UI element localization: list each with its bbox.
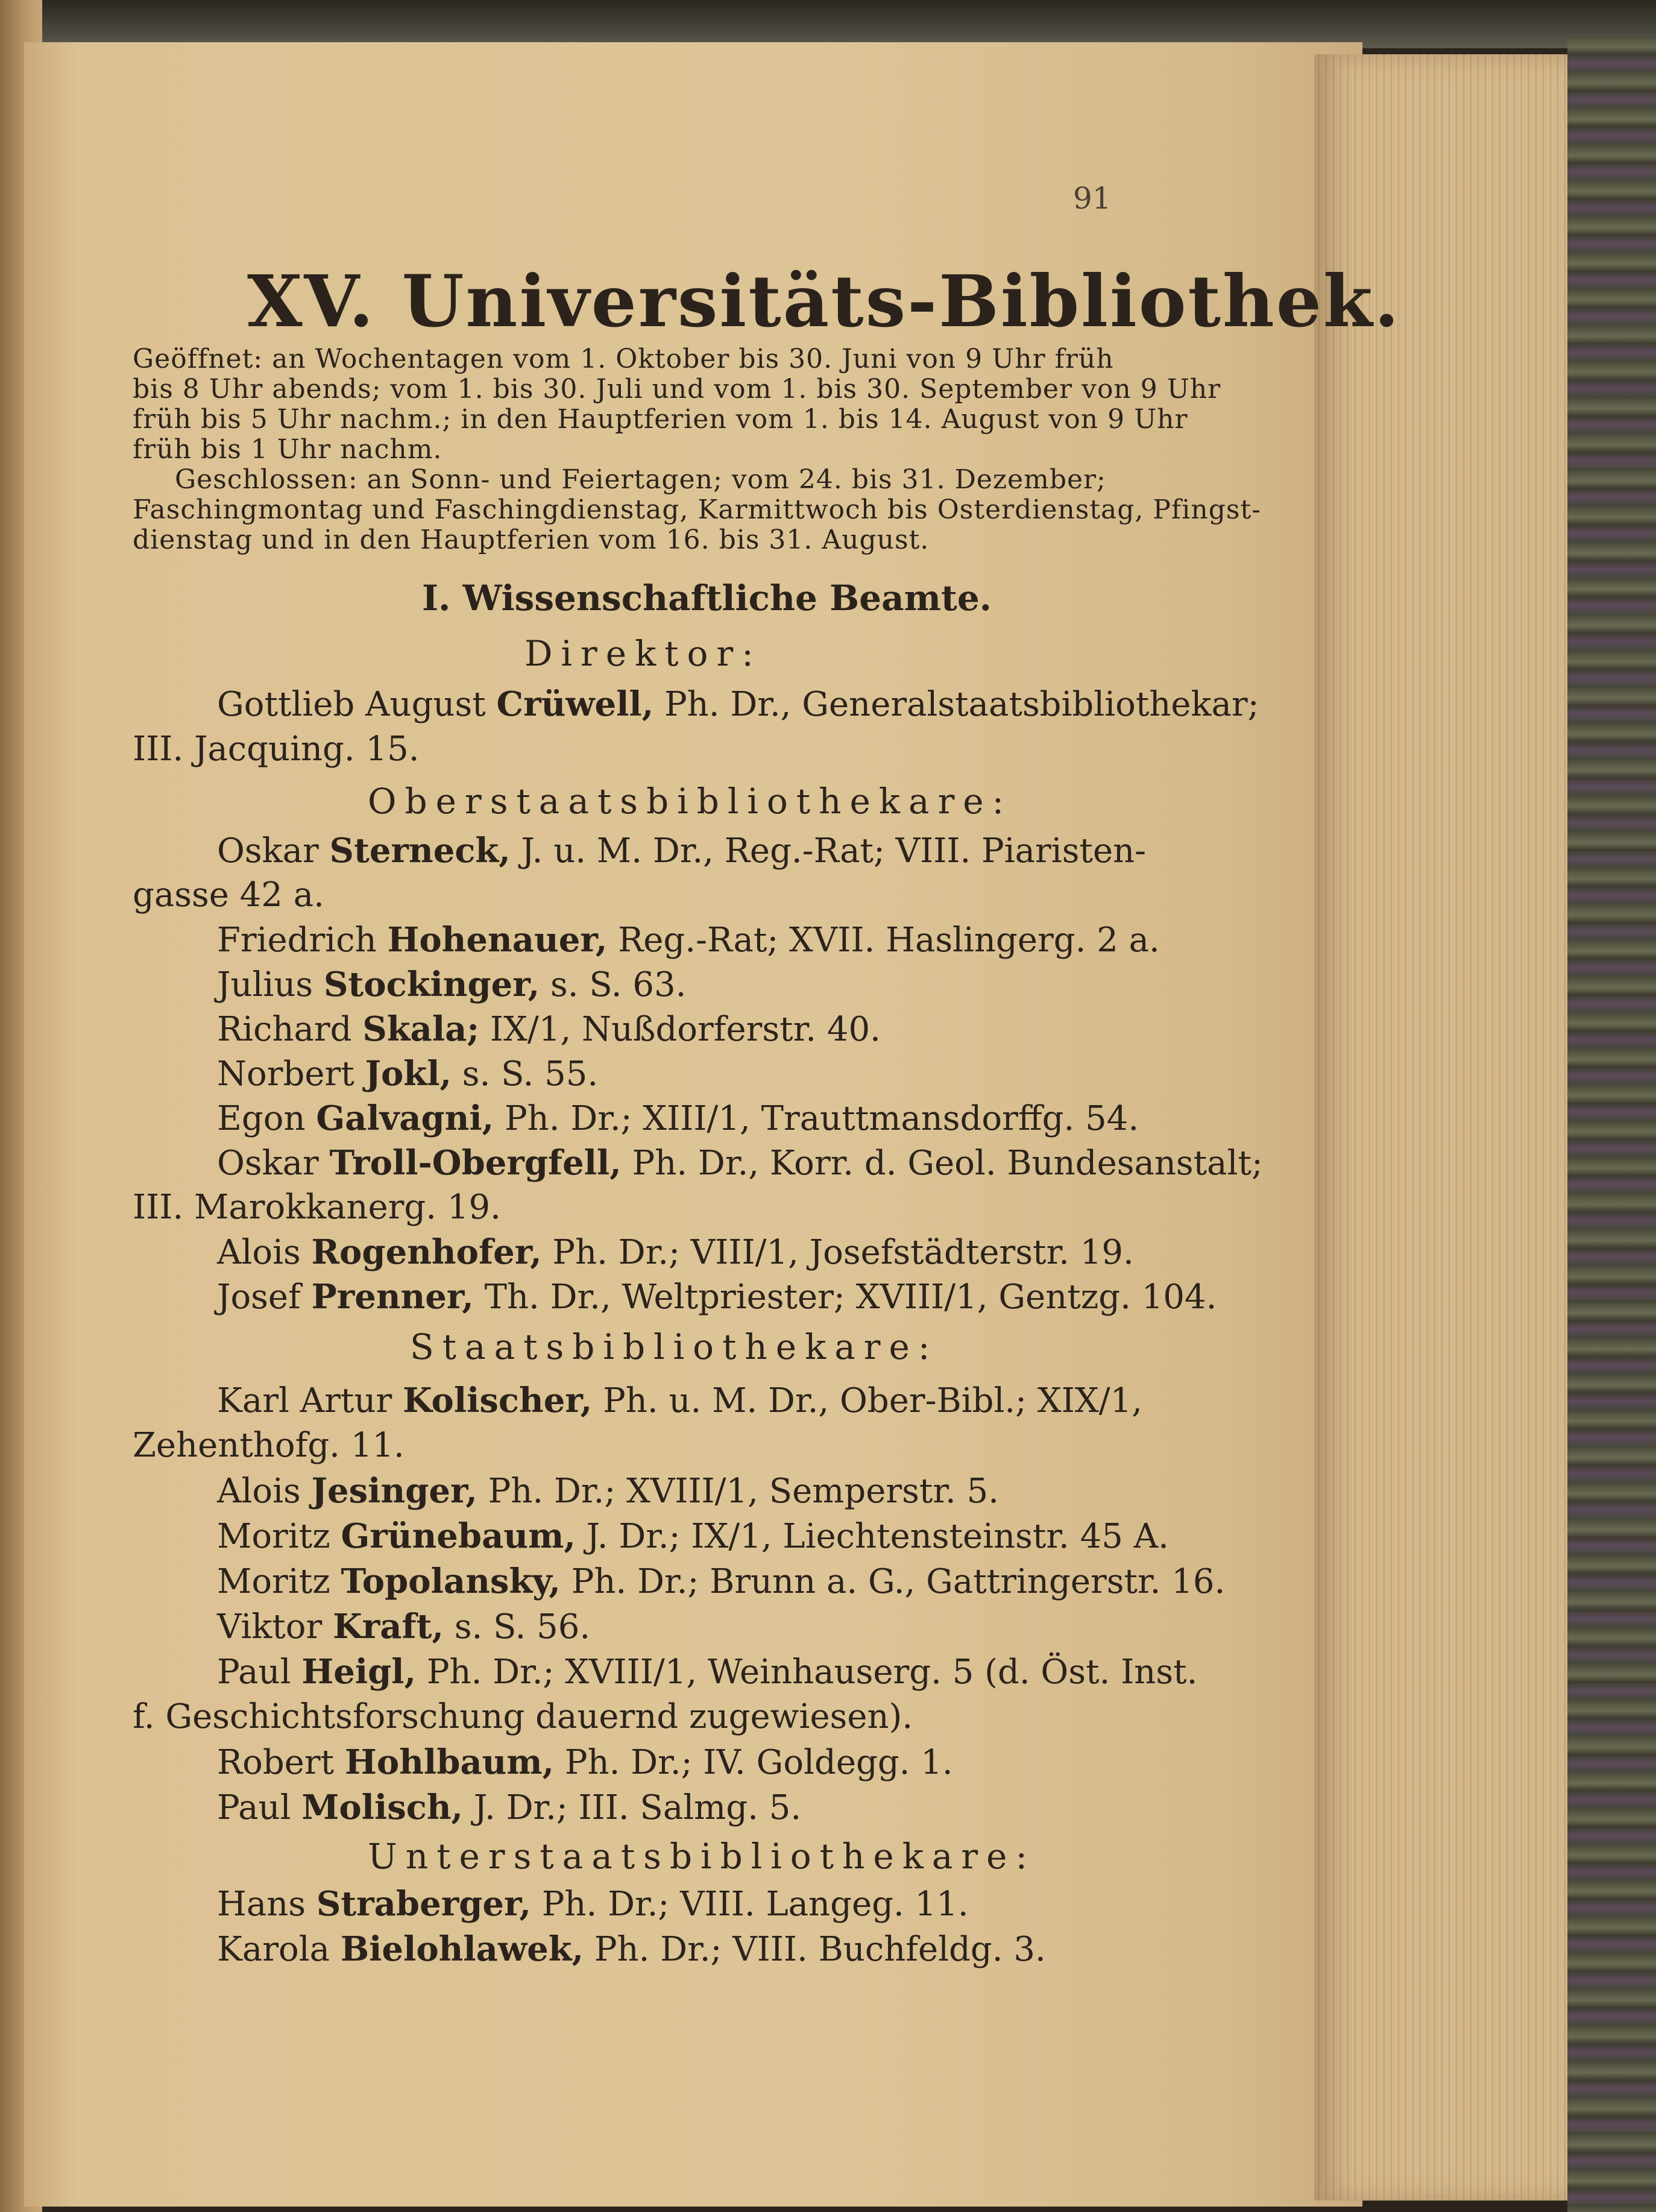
- entry-line: Moritz Grünebaum, J. Dr.; IX/1, Liechtensteinstr. 45 A.: [217, 1516, 1169, 1556]
- entry-line: Egon Galvagni, Ph. Dr.; XIII/1, Trauttmansdorffg. 54.: [217, 1098, 1139, 1138]
- entry-line: Julius Stockinger, s. S. 63.: [217, 965, 687, 1004]
- entry-line: Moritz Topolansky, Ph. Dr.; Brunn a. G., Gattringerstr. 16.: [217, 1561, 1226, 1601]
- entry-line: Oskar Troll-Obergfell, Ph. Dr., Korr. d. Geol. Bundesanstalt;: [217, 1143, 1263, 1183]
- page-title: XV. Universitäts-Bibliothek.: [247, 259, 1401, 343]
- entry-line: Paul Heigl, Ph. Dr.; XVIII/1, Weinhauserg. 5 (d. Öst. Inst.: [217, 1652, 1198, 1692]
- hours-line: Geöffnet: an Wochentagen vom 1. Oktober bis 30. Juni von 9 Uhr früh: [133, 344, 1114, 374]
- page-number: 91: [1073, 181, 1112, 216]
- entry-line: III. Marokkanerg. 19.: [133, 1188, 501, 1227]
- hours-line: früh bis 5 Uhr nachm.; in den Hauptferien vom 1. bis 14. August von 9 Uhr: [133, 404, 1188, 435]
- hours-line: früh bis 1 Uhr nachm.: [133, 434, 442, 465]
- entry-line: Paul Molisch, J. Dr.; III. Salmg. 5.: [217, 1788, 802, 1827]
- entry-line: Karola Bielohlawek, Ph. Dr.; VIII. Buchfeldg. 3.: [217, 1929, 1046, 1969]
- entry-line: Alois Jesinger, Ph. Dr.; XVIII/1, Semperstr. 5.: [217, 1471, 1000, 1511]
- entry-line: Friedrich Hohenauer, Reg.-Rat; XVII. Haslingerg. 2 a.: [217, 920, 1160, 960]
- entry-line: III. Jacquing. 15.: [133, 729, 420, 769]
- hours-line: dienstag und in den Hauptferien vom 16. bis 31. August.: [133, 525, 930, 555]
- entry-line: Robert Hohlbaum, Ph. Dr.; IV. Goldegg. 1.: [217, 1742, 953, 1782]
- entry-line: Karl Artur Kolischer, Ph. u. M. Dr., Ober-Bibl.; XIX/1,: [217, 1381, 1143, 1420]
- entry-line: Oskar Sterneck, J. u. M. Dr., Reg.-Rat; VIII. Piaristen-: [217, 831, 1147, 871]
- book-cover-right: [1567, 36, 1656, 2212]
- entry-line: Norbert Jokl, s. S. 55.: [217, 1054, 599, 1094]
- hours-line: bis 8 Uhr abends; vom 1. bis 30. Juli und vom 1. bis 30. September von 9 Uhr: [133, 374, 1221, 405]
- category-heading-direktor: Direktor:: [524, 633, 762, 674]
- hours-line: Geschlossen: an Sonn- und Feiertagen; vom 24. bis 31. Dezember;: [175, 464, 1106, 495]
- category-heading-ober: Oberstaatsbibliothekare:: [368, 781, 1013, 822]
- category-heading-staats: Staatsbibliothekare:: [410, 1326, 939, 1367]
- entry-line: Gottlieb August Crüwell, Ph. Dr., Generalstaatsbibliothekar;: [217, 684, 1259, 724]
- entry-line: Richard Skala; IX/1, Nußdorferstr. 40.: [217, 1009, 881, 1049]
- book-cover-top: [24, 0, 1656, 48]
- entry-line: gasse 42 a.: [133, 875, 324, 915]
- entry-line: f. Geschichtsforschung dauernd zugewiesen).: [133, 1697, 913, 1736]
- hours-line: Faschingmontag und Faschingdienstag, Karmittwoch bis Osterdienstag, Pfingst-: [133, 494, 1261, 525]
- page-edges: [1314, 54, 1567, 2201]
- entry-line: Viktor Kraft, s. S. 56.: [217, 1607, 591, 1646]
- section-heading: I. Wissenschaftliche Beamte.: [422, 578, 992, 619]
- category-heading-unter: Unterstaatsbibliothekare:: [368, 1836, 1036, 1877]
- entry-line: Hans Straberger, Ph. Dr.; VIII. Langeg. 11.: [217, 1884, 969, 1924]
- entry-line: Alois Rogenhofer, Ph. Dr.; VIII/1, Josefstädterstr. 19.: [217, 1232, 1134, 1272]
- entry-line: Josef Prenner, Th. Dr., Weltpriester; XVIII/1, Gentzg. 104.: [217, 1277, 1217, 1317]
- entry-line: Zehenthofg. 11.: [133, 1426, 405, 1465]
